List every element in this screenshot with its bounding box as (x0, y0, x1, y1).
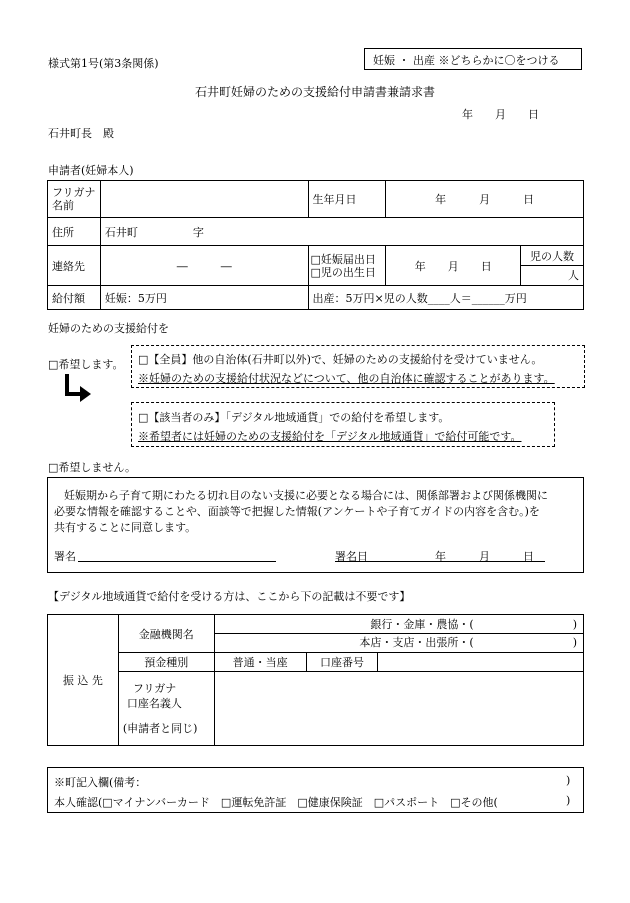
identity-check: 本人確認(□マイナンバーカード □運転免許証 □健康保険証 □パスポート □その他( (54, 796, 498, 809)
addressee: 石井町長 殿 (48, 127, 114, 140)
consent-text-line3: 共有することに同意します。 (54, 521, 197, 534)
birthdate-label: 生年月日 (308, 181, 386, 218)
holder-label: 口座名義人 (126, 697, 182, 710)
birthdate-field[interactable]: 年 月 日 (386, 181, 584, 218)
application-date[interactable]: 年 月 日 (462, 108, 539, 121)
signature-date-field[interactable]: 年 月 日 (435, 550, 534, 563)
option-all-note: ※妊婦のための支援給付状況などについて、他の自治体に確認することがあります。 (138, 372, 555, 385)
consent-box (47, 477, 584, 573)
birth-amount[interactable]: 出産：5万円×児の人数____人＝______万円 (308, 286, 584, 310)
applicant-table (47, 180, 584, 310)
deposit-type-field[interactable]: 普通・当座 (214, 653, 306, 672)
children-count-cell (521, 246, 584, 286)
consent-text-line2: 必要な情報を確認することや、面談等で把握した情報(アンケートや子育てガイドの内容を含む。)を (54, 505, 540, 518)
institution-label: 金融機関名 (118, 615, 214, 653)
town-use-box (47, 767, 584, 813)
wish-checkbox[interactable]: □希望します。 (48, 358, 124, 371)
child-birth-checkbox[interactable]: □児の出生日 (310, 265, 376, 279)
holder-label-cell (118, 672, 214, 746)
no-wish-checkbox[interactable]: □希望しません。 (48, 461, 137, 474)
same-as-applicant-note: (申請者と同じ) (122, 722, 198, 735)
support-intro: 妊婦のための支援給付を (48, 322, 169, 335)
bank-section-label: 振 込 先 (48, 615, 119, 746)
signature-label: 署名 (54, 550, 76, 563)
report-date-field[interactable]: 年 月 日 (386, 246, 521, 286)
option-all-checkbox[interactable]: □【全員】他の自治体(石井町以外)で、妊婦のための支援給付を受けていません。 (138, 353, 543, 366)
consent-text-line1: 妊娠期から子育て期にわたる切れ目のない支援に必要となる場合には、関係部署および関係機関に (64, 489, 548, 502)
holder-furigana-label: フリガナ (132, 682, 177, 695)
pregnancy-report-checkbox[interactable]: □妊娠届出日 (310, 252, 376, 266)
date-type-cell (308, 246, 386, 286)
children-count-label: 児の人数 (521, 247, 583, 266)
amount-label: 給付額 (48, 286, 101, 310)
option-digital-box (131, 402, 555, 447)
name-label-cell (48, 181, 101, 218)
signature-field[interactable] (78, 561, 276, 562)
address-field[interactable]: 石井町 字 (100, 218, 583, 246)
pregnancy-amount: 妊娠：5万円 (100, 286, 308, 310)
account-number-label: 口座番号 (306, 653, 378, 672)
option-digital-checkbox[interactable]: □【該当者のみ】「デジタル地域通貨」での給付を希望します。 (138, 411, 450, 424)
institution-field (214, 615, 583, 653)
type-selector-text: 妊娠 ・ 出産 ※どちらかに〇をつける (373, 54, 560, 67)
type-selector-box[interactable] (364, 48, 582, 70)
option-all-box (131, 345, 585, 388)
applicant-section-label: 申請者(妊婦本人) (48, 164, 134, 177)
branch-type-field[interactable]: 本店・支店・出張所・( ) (359, 635, 577, 649)
digital-currency-notice: 【デジタル地域通貨で給付を受ける方は、ここから下の記載は不要です】 (48, 590, 411, 603)
name-label: 名前 (52, 199, 74, 212)
account-number-field[interactable] (378, 653, 584, 672)
deposit-type-label: 預金種別 (118, 653, 214, 672)
address-label: 住所 (48, 218, 101, 246)
children-count-field[interactable]: 人 (568, 268, 579, 282)
form-number: 様式第1号(第3条関係) (48, 57, 159, 70)
remarks-label: ※町記入欄(備考： (54, 776, 147, 789)
bank-table (47, 614, 584, 746)
contact-field[interactable]: ― ― (100, 246, 308, 286)
signature-date-label: 署名日 (335, 550, 368, 563)
bank-type-field[interactable]: 銀行・金庫・農協・( ) (215, 616, 583, 634)
contact-label: 連絡先 (48, 246, 101, 286)
page-title: 石井町妊婦のための支援給付申請書兼請求書 (194, 85, 435, 99)
name-field[interactable] (100, 181, 308, 218)
identity-close: ) (566, 794, 571, 807)
holder-name-field[interactable] (214, 672, 583, 746)
furigana-label: フリガナ (52, 186, 96, 199)
arrow-down-right-icon (60, 372, 94, 404)
option-digital-note: ※希望者には妊婦のための支援給付を「デジタル地域通貨」で給付可能です。 (138, 430, 522, 443)
remarks-close: ) (566, 774, 571, 787)
